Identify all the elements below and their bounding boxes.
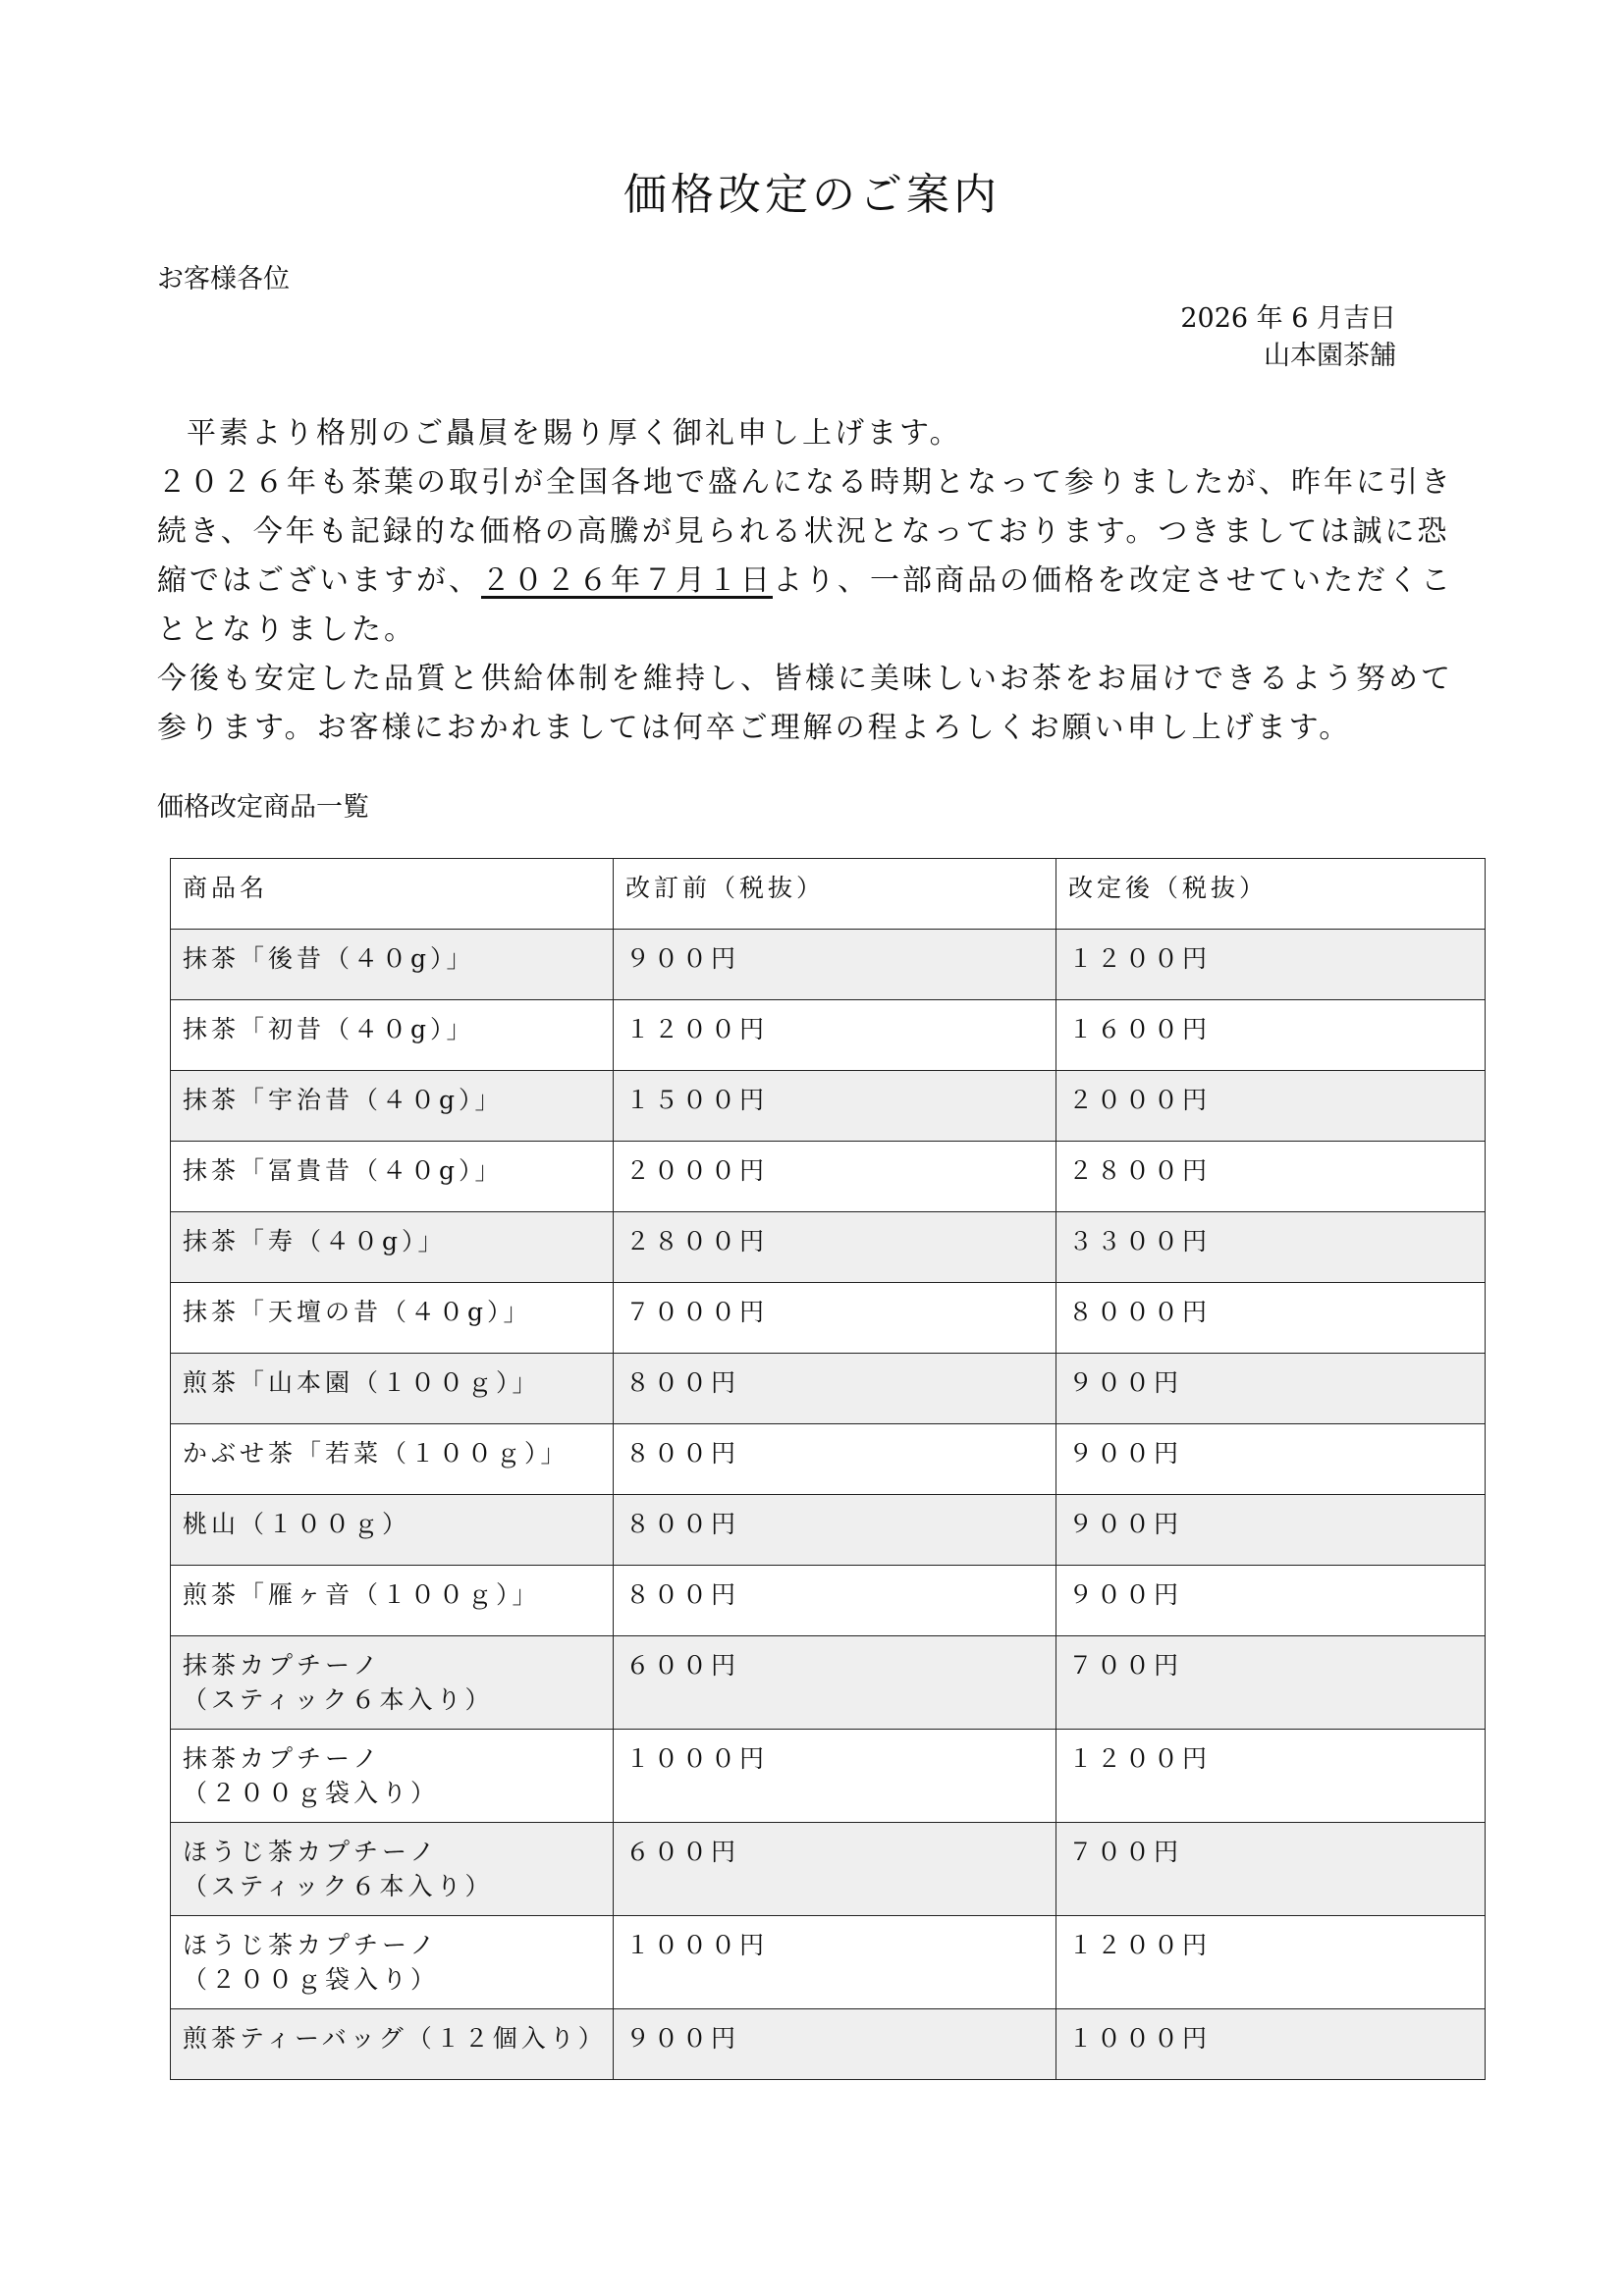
- product-name-cell: [171, 1636, 614, 1730]
- price-table: [170, 858, 1486, 2080]
- price-after-cell: １２００円: [1056, 930, 1486, 1000]
- issue-date: 2026 年 6 月吉日: [1180, 303, 1396, 334]
- table-row: [171, 1142, 1486, 1212]
- table-row: [171, 1283, 1486, 1354]
- header-before: 改訂前（税抜）: [614, 859, 1056, 930]
- effective-date: ２０２６年７月１日: [481, 563, 773, 598]
- table-row: [171, 1823, 1486, 1916]
- price-after-cell: ９００円: [1056, 1566, 1486, 1636]
- table-row: [171, 930, 1486, 1000]
- price-before-cell: ６００円: [614, 1636, 1056, 1730]
- announcement-text-end: より、一部商品の価格を改定させていただくこととなりました。: [157, 563, 1453, 647]
- price-after-cell: １６００円: [1056, 1000, 1486, 1071]
- product-name: 抹茶「後昔（４０g）」: [183, 944, 475, 973]
- table-row: [171, 1000, 1486, 1071]
- product-name-cell: [171, 1424, 614, 1495]
- product-name-cell: [171, 1000, 614, 1071]
- price-after-cell: ２０００円: [1056, 1071, 1486, 1142]
- price-before-cell: １０００円: [614, 1730, 1056, 1823]
- product-name-cell: [171, 1283, 614, 1354]
- price-before-cell: ６００円: [614, 1823, 1056, 1916]
- price-before-cell: ８００円: [614, 1495, 1056, 1566]
- product-name: 煎茶「山本園（１００ｇ）」: [183, 1368, 541, 1397]
- product-name-cell: [171, 1916, 614, 2009]
- product-name: 抹茶「初昔（４０g）」: [183, 1015, 475, 1043]
- price-after-cell: ９００円: [1056, 1424, 1486, 1495]
- announcement-text-start: ２０２６年も茶葉の取引が全国各地で盛んになる時期となって参りましたが、昨年に引き続き、今年も記録的な価格の高騰が見られる状況となっております。つきましては誠に恐縮ではございますが、: [157, 465, 1453, 598]
- greeting-paragraph: 平素より格別のご贔屓を賜り厚く御礼申し上げます。: [187, 416, 962, 451]
- document-title: 価格改定のご案内: [623, 170, 1001, 220]
- price-before-cell: ７０００円: [614, 1283, 1056, 1354]
- product-name-detail: （２００ｇ袋入り）: [183, 1965, 440, 1994]
- price-after-cell: ７００円: [1056, 1823, 1486, 1916]
- product-name: 抹茶「寿（４０g）」: [183, 1227, 447, 1255]
- product-name-cell: [171, 2009, 614, 2080]
- price-before-cell: ９００円: [614, 2009, 1056, 2080]
- product-name: 煎茶「雁ヶ音（１００ｇ）」: [183, 1580, 541, 1609]
- section-title: 価格改定商品一覧: [157, 792, 369, 823]
- table-row: [171, 1916, 1486, 2009]
- product-name-cell: [171, 1212, 614, 1283]
- table-row: [171, 1730, 1486, 1823]
- product-name-detail: （スティック６本入り）: [183, 1872, 494, 1900]
- price-after-cell: ９００円: [1056, 1495, 1486, 1566]
- product-name-cell: [171, 1495, 614, 1566]
- price-before-cell: ２８００円: [614, 1212, 1056, 1283]
- product-name-cell: [171, 1730, 614, 1823]
- table-header-row: [171, 859, 1486, 930]
- table-row: [171, 1566, 1486, 1636]
- price-after-cell: １２００円: [1056, 1730, 1486, 1823]
- price-after-cell: １２００円: [1056, 1916, 1486, 2009]
- product-name-cell: [171, 1823, 614, 1916]
- product-name: 煎茶ティーバッグ（１２個入り）: [183, 2024, 607, 2053]
- price-before-cell: １０００円: [614, 1916, 1056, 2009]
- product-name: かぶせ茶「若菜（１００ｇ）」: [183, 1439, 569, 1468]
- table-row: [171, 2009, 1486, 2080]
- product-name: ほうじ茶カプチーノ: [183, 1931, 439, 1959]
- product-name: 抹茶「天壇の昔（４０g）」: [183, 1298, 532, 1326]
- product-name: 抹茶カプチーノ: [183, 1651, 382, 1680]
- closing-paragraph: 今後も安定した品質と供給体制を維持し、皆様に美味しいお茶をお届けできるよう努めて参ります。お客様におかれましては何卒ご理解の程よろしくお願い申し上げます。: [157, 662, 1453, 745]
- price-before-cell: ２０００円: [614, 1142, 1056, 1212]
- price-after-cell: １０００円: [1056, 2009, 1486, 2080]
- header-product: 商品名: [171, 859, 614, 930]
- price-before-cell: ９００円: [614, 930, 1056, 1000]
- product-name-detail: （スティック６本入り）: [183, 1685, 494, 1714]
- table-row: [171, 1071, 1486, 1142]
- announcement-paragraph: [157, 458, 1473, 655]
- product-name-cell: [171, 1354, 614, 1424]
- table-row: [171, 1495, 1486, 1566]
- table-row: [171, 1636, 1486, 1730]
- product-name: ほうじ茶カプチーノ: [183, 1838, 439, 1866]
- price-before-cell: １５００円: [614, 1071, 1056, 1142]
- price-before-cell: ８００円: [614, 1424, 1056, 1495]
- price-before-cell: ８００円: [614, 1566, 1056, 1636]
- product-name-cell: [171, 1071, 614, 1142]
- table-row: [171, 1424, 1486, 1495]
- price-after-cell: ３３００円: [1056, 1212, 1486, 1283]
- price-after-cell: ７００円: [1056, 1636, 1486, 1730]
- product-name: 抹茶「宇治昔（４０g）」: [183, 1086, 504, 1114]
- product-name: 抹茶カプチーノ: [183, 1744, 382, 1773]
- table-row: [171, 1212, 1486, 1283]
- price-before-cell: ８００円: [614, 1354, 1056, 1424]
- table-row: [171, 1354, 1486, 1424]
- price-after-cell: ８０００円: [1056, 1283, 1486, 1354]
- product-name-cell: [171, 930, 614, 1000]
- product-name-cell: [171, 1566, 614, 1636]
- header-after: 改定後（税抜）: [1056, 859, 1486, 930]
- price-after-cell: ９００円: [1056, 1354, 1486, 1424]
- product-name-detail: （２００ｇ袋入り）: [183, 1779, 440, 1807]
- letter-body: [157, 409, 1473, 753]
- company-name: 山本園茶舗: [1264, 341, 1396, 371]
- price-after-cell: ２８００円: [1056, 1142, 1486, 1212]
- product-name-cell: [171, 1142, 614, 1212]
- product-name: 桃山（１００ｇ）: [183, 1510, 411, 1538]
- price-before-cell: １２００円: [614, 1000, 1056, 1071]
- product-name: 抹茶「冨貴昔（４０g）」: [183, 1156, 504, 1185]
- recipient-line: お客様各位: [157, 264, 290, 294]
